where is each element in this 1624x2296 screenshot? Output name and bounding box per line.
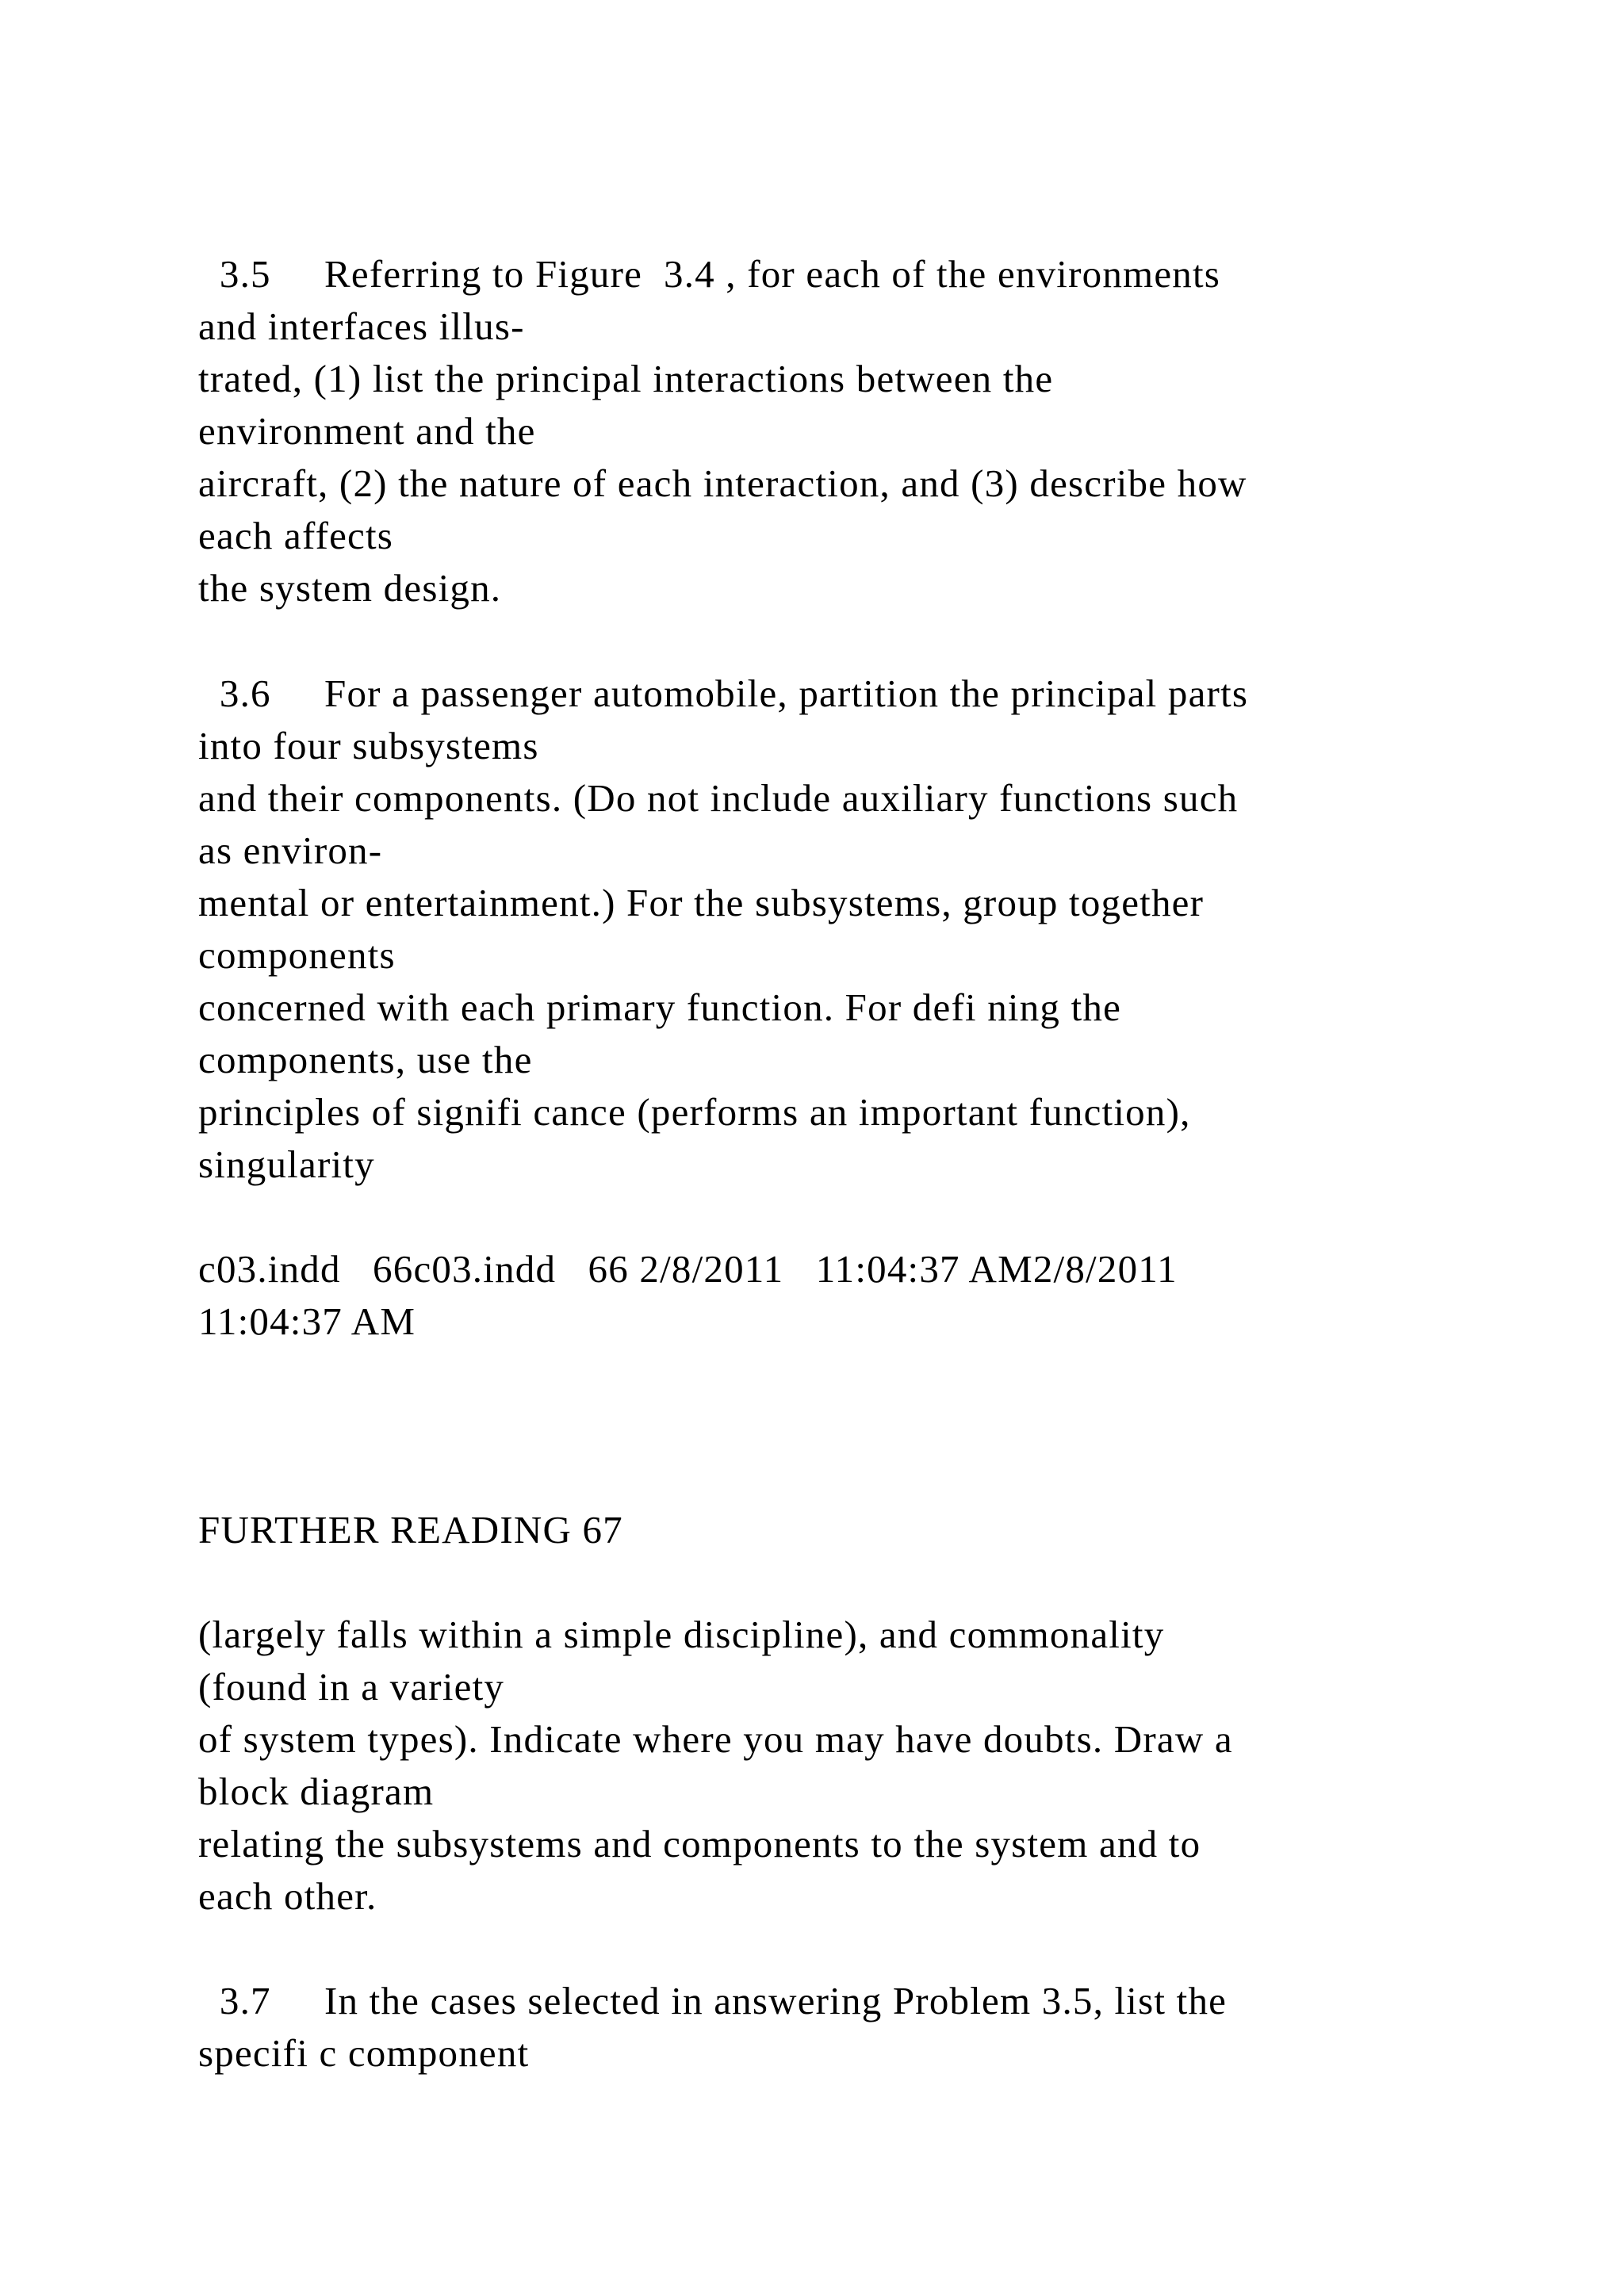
problem-3-5-line-1: 3.5 Referring to Figure 3.4 , for each of the environments xyxy=(198,252,1221,296)
problem-3-6-line-1: 3.6 For a passenger automobile, partition the principal parts xyxy=(198,672,1249,715)
problem-3-5-line-4: environment and the xyxy=(198,409,536,453)
file-slug-line-2: 11:04:37 AM xyxy=(198,1299,416,1343)
problem-3-5-line-7: the system design. xyxy=(198,566,502,610)
problem-3-6-line-10: singularity xyxy=(198,1142,375,1186)
problem-3-5-line-2: and interfaces illus- xyxy=(198,304,525,348)
problem-3-7-line-2: specifi c component xyxy=(198,2031,530,2075)
continued-line-1: (largely falls within a simple discipline), and commonality xyxy=(198,1613,1165,1656)
continued-line-4: block diagram xyxy=(198,1770,435,1813)
problem-3-5-line-5: aircraft, (2) the nature of each interaction, and (3) describe how xyxy=(198,461,1247,505)
problem-3-6-line-6: components xyxy=(198,933,396,977)
problem-3-6-line-7: concerned with each primary function. For defi ning the xyxy=(198,985,1122,1029)
continued-line-6: each other. xyxy=(198,1874,377,1918)
problem-3-6-line-3: and their components. (Do not include auxiliary functions such xyxy=(198,776,1239,820)
problem-3-6-line-9: principles of signifi cance (performs an important function), xyxy=(198,1090,1191,1134)
problem-3-5-line-3: trated, (1) list the principal interactions between the xyxy=(198,357,1054,400)
continued-line-2: (found in a variety xyxy=(198,1665,505,1709)
problem-3-6-line-5: mental or entertainment.) For the subsystems, group together xyxy=(198,881,1205,924)
problem-3-6-line-4: as environ- xyxy=(198,828,383,872)
running-header: FURTHER READING 67 xyxy=(198,1508,623,1552)
problem-3-6-line-2: into four subsystems xyxy=(198,724,539,767)
file-slug-line-1: c03.indd 66c03.indd 66 2/8/2011 11:04:37 AM2/8/2011 xyxy=(198,1247,1178,1291)
problem-3-5-line-6: each affects xyxy=(198,514,394,557)
problem-3-7-line-1: 3.7 In the cases selected in answering Problem 3.5, list the xyxy=(198,1979,1228,2022)
continued-line-5: relating the subsystems and components to the system and to xyxy=(198,1822,1201,1866)
problem-3-6-line-8: components, use the xyxy=(198,1038,533,1081)
continued-line-3: of system types). Indicate where you may have doubts. Draw a xyxy=(198,1717,1233,1761)
